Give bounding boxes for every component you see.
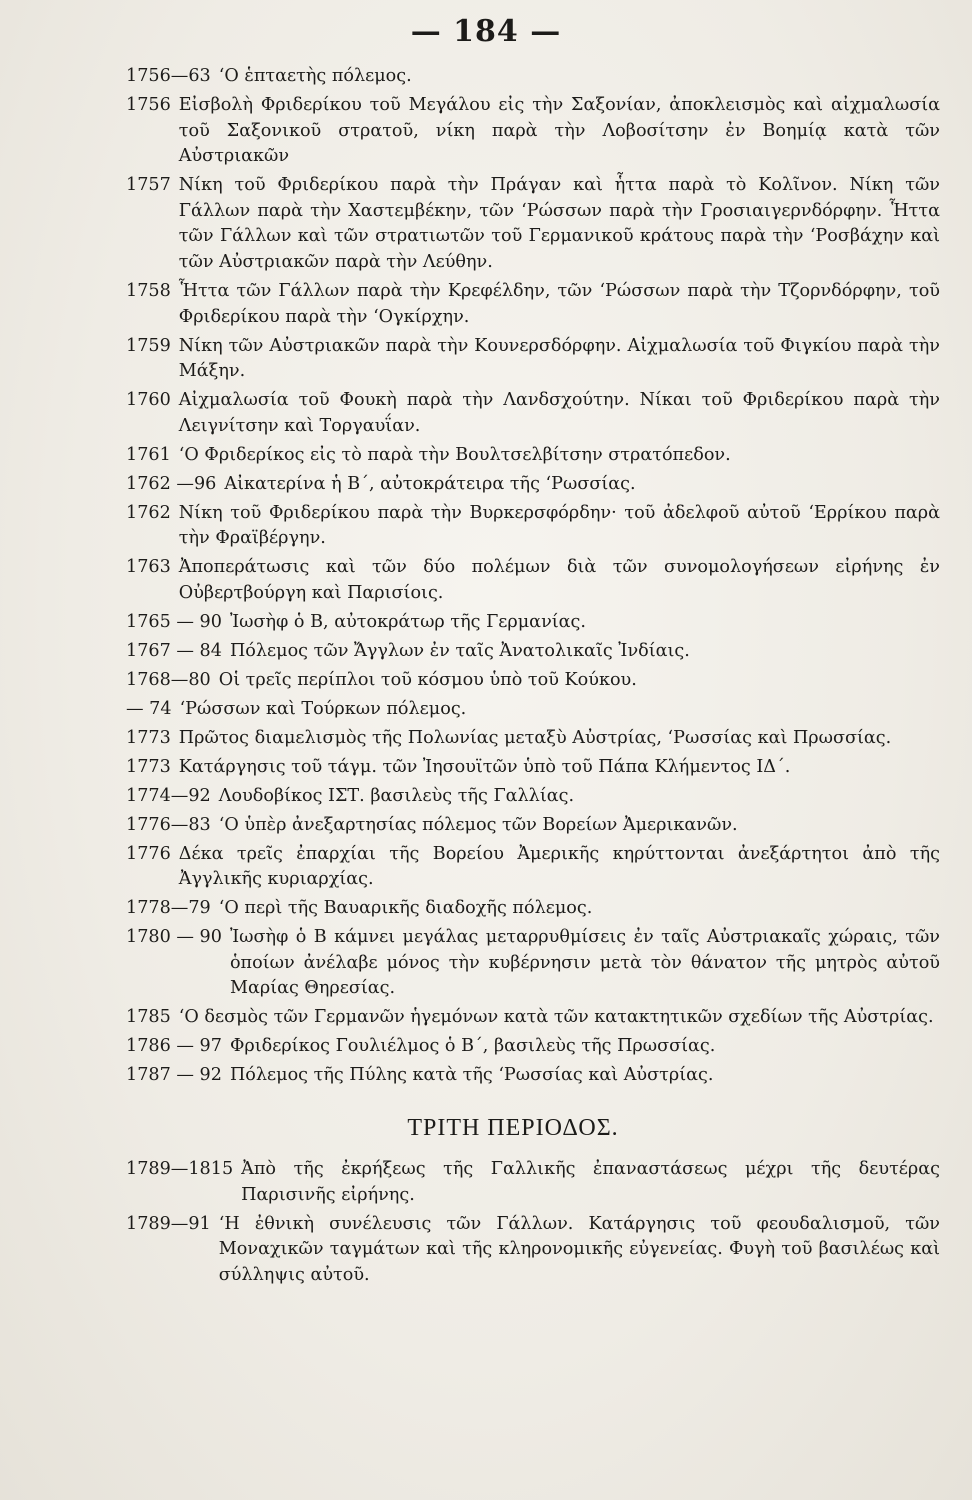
- entry-text: Νίκη τοῦ Φριδερίκου παρὰ τὴν Βυρκερσφόρδην· τοῦ ἀδελφοῦ αὐτοῦ ‘Ερρίκου παρὰ τὴν Φραϊβέργην.: [178, 502, 940, 549]
- entry-date: 1789—1815: [126, 1158, 234, 1179]
- chronology-entry: [126, 1063, 940, 1089]
- entry-text: Αἰκατερίνα ἡ Β΄, αὐτοκράτειρα τῆς ‘Ρωσσίας.: [224, 473, 636, 494]
- entry-date: 1762 —96: [126, 473, 217, 494]
- entry-date: 1776—83: [126, 814, 211, 835]
- chronology-entry: [126, 555, 940, 606]
- entry-date: 1756: [126, 94, 171, 115]
- entry-date: 1774—92: [126, 785, 211, 806]
- entry-date: 1760: [126, 390, 171, 411]
- entry-date: 1780 — 90: [126, 927, 222, 948]
- chronology-entry: [126, 1005, 940, 1031]
- entry-text: Ἧττα τῶν Γάλλων παρὰ τὴν Κρεφέλδην, τῶν ‘Ρώσσων παρὰ τὴν Τζορνδόρφην, τοῦ Φριδερίκου παρὰ τὴν ‘Ογκίρχην.: [178, 280, 940, 327]
- entry-text: ‘Ο ἑπταετὴς πόλεμος.: [218, 66, 412, 86]
- chronology-entry: [126, 64, 940, 90]
- entry-text: ‘Η ἐθνικὴ συνέλευσις τῶν Γάλλων. Κατάργησις τοῦ φεουδαλισμοῦ, τῶν Μοναχικῶν ταγμάτων καὶ τῆς κληρονομικῆς εὐγενείας. Φυγὴ τοῦ βασιλέως καὶ σύλληψις αὐτοῦ.: [218, 1213, 940, 1285]
- section-heading: ΤΡΙΤΗ ΠΕΡΙΟΔΟΣ.: [407, 1114, 619, 1141]
- entry-date: 1789—91: [126, 1213, 211, 1234]
- chronology-entry: [126, 472, 940, 498]
- entry-date: 1773: [126, 727, 171, 748]
- chronology-entry: [126, 925, 940, 1002]
- entry-date: 1758: [126, 280, 171, 301]
- entry-text: Ἀποπεράτωσις καὶ τῶν δύο πολέμων διὰ τῶν συνομολογήσεων εἰρήνης ἐν Οὐβερτβούργη καὶ Παρισίοις.: [178, 557, 940, 603]
- page-number: — 184 —: [410, 14, 562, 49]
- entry-text: Οἱ τρεῖς περίπλοι τοῦ κόσμου ὑπὸ τοῦ Κούκου.: [218, 669, 637, 690]
- chronology-entry: [126, 784, 940, 810]
- entry-date: 1762: [126, 502, 171, 523]
- chronology-entry: [126, 443, 940, 469]
- entry-text: Αἰχμαλωσία τοῦ Φουκὴ παρὰ τὴν Λανδσχούτην. Νίκαι τοῦ Φριδερίκου παρὰ τὴν Λειγνίτσην καὶ Τοργαυΐαν.: [178, 390, 940, 436]
- chronology-entry: [126, 639, 940, 665]
- entry-text: ‘Ο ὑπὲρ ἀνεξαρτησίας πόλεμος τῶν Βορείων Ἀμερικανῶν.: [218, 814, 738, 835]
- chronology-entry: [126, 1212, 940, 1289]
- entry-date: 1776: [126, 843, 171, 864]
- entry-date: 1778—79: [126, 898, 211, 919]
- chronology-entry: [126, 755, 940, 781]
- entry-date: 1785: [126, 1007, 171, 1028]
- chronology-entry: [126, 173, 940, 275]
- entry-text: Φριδερίκος Γουλιέλμος ὁ Β΄, βασιλεὺς τῆς Πρωσσίας.: [229, 1036, 716, 1057]
- entry-text: ‘Ο περὶ τῆς Βαυαρικῆς διαδοχῆς πόλεμος.: [218, 898, 593, 919]
- entry-text: Κατάργησις τοῦ τάγμ. τῶν Ἰησουϊτῶν ὑπὸ τοῦ Πάπα Κλήμεντος ΙΔ΄.: [178, 756, 791, 777]
- entry-text: Πόλεμος τῶν Ἄγγλων ἐν ταῖς Ἀνατολικαῖς Ἰνδίαις.: [229, 640, 690, 661]
- chronology-entry: [126, 93, 940, 170]
- chronology-entry: [126, 726, 940, 752]
- chronology-list: [126, 64, 940, 1292]
- chronology-entry: [126, 813, 940, 839]
- entry-date: 1768—80: [126, 669, 211, 690]
- chronology-entry: [126, 610, 940, 636]
- entry-text: Νίκη τῶν Αὐστριακῶν παρὰ τὴν Κουνερσδόρφην. Αἰχμαλωσία τοῦ Φιγκίου παρὰ τὴν Μάξην.: [178, 335, 940, 382]
- chronology-entry: [126, 842, 940, 893]
- entry-text: Πόλεμος τῆς Πύλης κατὰ τῆς ‘Ρωσσίας καὶ Αὐστρίας.: [229, 1065, 714, 1086]
- entry-date: 1767 — 84: [126, 640, 222, 661]
- chronology-entry: [126, 697, 940, 723]
- entry-date: 1756—63: [126, 66, 211, 86]
- entry-date: 1759: [126, 335, 171, 356]
- chronology-entry: [126, 1157, 940, 1208]
- entry-text: Ἰωσὴφ ὁ Β κάμνει μεγάλας μεταρρυθμίσεις ἐν ταῖς Αὐστριακαῖς χώραις, τῶν ὁποίων ἀνέλαβε μόνος τὴν κυβέρνησιν μετὰ τὸν θάνατον τῆς μητρὸς αὐτοῦ Μαρίας Θηρεσίας.: [229, 927, 940, 999]
- chronology-entry: [126, 896, 940, 922]
- entry-date: 1787 — 92: [126, 1065, 222, 1086]
- entry-text: ‘Ρώσσων καὶ Τούρκων πόλεμος.: [179, 698, 467, 719]
- entry-date: 1765 — 90: [126, 611, 222, 632]
- entry-date: — 74: [126, 698, 172, 719]
- entry-date: 1773: [126, 756, 171, 777]
- entry-text: ‘Ο Φριδερίκος εἰς τὸ παρὰ τὴν Βουλτσελβίτσην στρατόπεδον.: [178, 444, 731, 465]
- entry-text: Ἀπὸ τῆς ἐκρήξεως τῆς Γαλλικῆς ἐπαναστάσεως μέχρι τῆς δευτέρας Παρισινῆς εἰρήνης.: [241, 1158, 940, 1205]
- entry-text: ‘Ο δεσμὸς τῶν Γερμανῶν ἡγεμόνων κατὰ τῶν κατακτητικῶν σχεδίων τῆς Αὐστρίας.: [178, 1007, 934, 1028]
- entry-date: 1757: [126, 175, 171, 196]
- entry-text: Λουδοβίκος ΙΣΤ. βασιλεὺς τῆς Γαλλίας.: [218, 785, 575, 806]
- entry-text: Δέκα τρεῖς ἐπαρχίαι τῆς Βορείου Ἀμερικῆς κηρύττονται ἀνεξάρτητοι ἀπὸ τῆς Ἀγγλικῆς κυριαρχίας.: [178, 843, 940, 890]
- chronology-entry: [126, 668, 940, 694]
- chronology-entry: [126, 388, 940, 439]
- chronology-entry: [126, 334, 940, 385]
- entry-text: Εἰσβολὴ Φριδερίκου τοῦ Μεγάλου εἰς τὴν Σαξονίαν, ἀποκλεισμὸς καὶ αἰχμαλωσία τοῦ Σαξονικοῦ στρατοῦ, νίκη παρὰ τὴν Λοβοσίτσην ἐν Βοημίᾳ κατὰ τῶν Αὐστριακῶν: [178, 94, 940, 167]
- chronology-entry: [126, 501, 940, 552]
- chronology-entry: [126, 1034, 940, 1060]
- entry-date: 1763: [126, 557, 171, 578]
- entry-text: Πρῶτος διαμελισμὸς τῆς Πολωνίας μεταξὺ Αὐστρίας, ‘Ρωσσίας καὶ Πρωσσίας.: [178, 727, 892, 748]
- entry-date: 1786 — 97: [126, 1036, 222, 1057]
- chronology-entry: [126, 279, 940, 330]
- entry-date: 1761: [126, 444, 171, 465]
- entry-text: Νίκη τοῦ Φριδερίκου παρὰ τὴν Πράγαν καὶ ἧττα παρὰ τὸ Κολῖνον. Νίκη τῶν Γάλλων παρὰ τὴν Χαστεμβέκην, τῶν ‘Ρώσσων παρὰ τὴν Γροσιαιγερνδόρφην. Ἧττα τῶν Γάλλων καὶ τῶν στρατιωτῶν τοῦ Γερμανικοῦ κράτους παρὰ τὴν ‘Ροσβάχην καὶ τῶν Αὐστριακῶν παρὰ τὴν Λεύθην.: [178, 175, 940, 272]
- entry-text: Ἰωσὴφ ὁ Β, αὐτοκράτωρ τῆς Γερμανίας.: [229, 611, 586, 632]
